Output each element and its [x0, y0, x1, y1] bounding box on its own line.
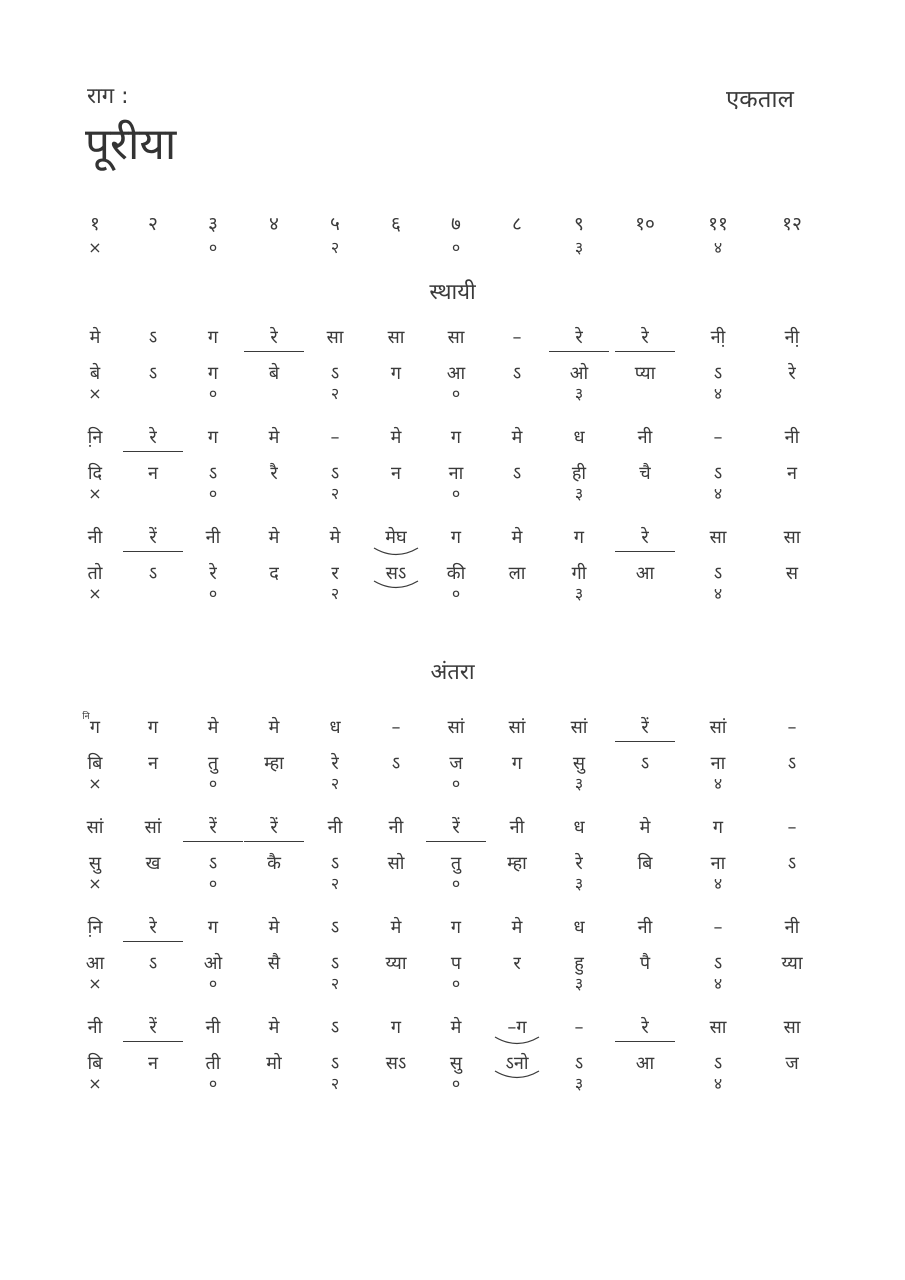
bol-syllable: ओ — [203, 953, 223, 974]
swar-note: सा — [783, 1017, 801, 1038]
bol-syllable: की — [446, 563, 466, 584]
antara-title: अंतरा — [430, 660, 475, 685]
bol-syllable: कै — [267, 853, 281, 874]
swar-note: सा — [326, 327, 344, 348]
bol-syllable: रे — [331, 753, 339, 774]
taali-marker: ० — [451, 774, 461, 793]
bol-syllable: रे — [209, 563, 217, 584]
swar-note: नी — [509, 817, 525, 838]
taali-row — [0, 384, 905, 404]
beat-number: ९ — [574, 213, 584, 235]
swar-note: ऽ — [148, 327, 158, 348]
swar-note: – — [512, 327, 522, 348]
bol-syllable: ना — [710, 853, 726, 874]
bol-syllable: दि — [87, 463, 103, 484]
beat-number: ३ — [208, 213, 218, 235]
taali-marker: २ — [330, 384, 340, 403]
swar-row — [0, 326, 905, 350]
swar-note: रे — [615, 326, 675, 352]
taali-marker: २ — [330, 584, 340, 603]
bol-syllable: य्या — [781, 953, 803, 974]
bol-syllable: सऽ — [385, 1053, 407, 1074]
taali-marker: ४ — [713, 384, 723, 403]
swar-note: – — [787, 717, 797, 738]
bol-syllable: न — [148, 463, 158, 484]
bol-syllable: ऽ — [208, 853, 218, 874]
swar-note: नी — [637, 917, 653, 938]
taali-row — [0, 584, 905, 604]
bol-syllable: ऽ — [208, 463, 218, 484]
bol-syllable: ऽ — [713, 953, 723, 974]
raag-name: पूरीया — [85, 119, 177, 170]
swar-note: ग — [207, 327, 219, 348]
beat-marker-row — [0, 238, 905, 262]
bol-row — [0, 752, 905, 776]
taali-marker: ० — [451, 974, 461, 993]
taali-marker: २ — [330, 974, 340, 993]
taali-marker: २ — [330, 774, 340, 793]
swar-row — [0, 526, 905, 550]
taali-marker: × — [88, 974, 102, 993]
taali-row — [0, 874, 905, 894]
beat-number: २ — [148, 213, 158, 235]
swar-note: मे — [207, 717, 219, 738]
beat-number: ४ — [269, 213, 279, 235]
beat-number: १० — [635, 213, 655, 235]
beat-number: ८ — [512, 213, 522, 235]
raag-label: राग : — [87, 84, 129, 109]
taali-marker: ३ — [574, 384, 584, 403]
bol-syllable: मो — [266, 1053, 282, 1074]
beat-number: ७ — [451, 213, 461, 235]
swar-note: सां — [508, 717, 526, 738]
swar-note: ग — [390, 1017, 402, 1038]
taali-marker: २ — [330, 238, 340, 257]
swar-note: नि़ — [87, 427, 103, 448]
swar-note: सा — [447, 327, 465, 348]
taali-marker: ३ — [574, 238, 584, 257]
bol-syllable: ऽ — [512, 463, 522, 484]
bol-syllable: चै — [639, 463, 651, 484]
bol-syllable: ओ — [569, 363, 589, 384]
swar-note: ग — [573, 527, 585, 548]
swar-note: नी — [87, 1017, 103, 1038]
bol-syllable: बे — [268, 363, 280, 384]
taali-marker: × — [88, 774, 102, 793]
taali-marker: ० — [208, 1074, 218, 1093]
taali-marker: ० — [208, 484, 218, 503]
bol-syllable: म्हा — [264, 753, 284, 774]
taali-marker: ४ — [713, 584, 723, 603]
taali-marker: ० — [451, 1074, 461, 1093]
bol-syllable: ला — [508, 563, 526, 584]
bol-syllable: ऽ — [148, 563, 158, 584]
bol-syllable: तो — [87, 563, 103, 584]
swar-note: नी — [205, 527, 221, 548]
bol-syllable: ना — [448, 463, 464, 484]
bol-syllable: बि — [637, 853, 653, 874]
bol-syllable: हु — [574, 953, 584, 974]
taali-marker: ० — [208, 774, 218, 793]
bol-syllable: बे — [89, 363, 101, 384]
bol-syllable: आ — [635, 563, 655, 584]
swar-note: नी — [327, 817, 343, 838]
bol-syllable: रै — [270, 463, 278, 484]
beat-number: १ — [90, 213, 100, 235]
bol-row — [0, 852, 905, 876]
swar-note: नी — [205, 1017, 221, 1038]
swar-note: मे — [390, 917, 402, 938]
meend-slur-mark — [492, 1034, 542, 1048]
bol-syllable: सु — [88, 853, 102, 874]
swar-note: ग — [89, 717, 101, 738]
bol-syllable: ज — [449, 753, 463, 774]
swar-note: रें — [183, 816, 243, 842]
swar-note: मे — [390, 427, 402, 448]
swar-note: मे — [268, 717, 280, 738]
taali-marker: ० — [451, 238, 461, 257]
bol-syllable: ऽ — [330, 463, 340, 484]
bol-syllable: तु — [207, 753, 219, 774]
bol-syllable: आ — [446, 363, 466, 384]
taali-row — [0, 774, 905, 794]
swar-note: रे — [615, 526, 675, 552]
taali-marker: ० — [208, 384, 218, 403]
bol-syllable: प — [450, 953, 462, 974]
swar-row — [0, 426, 905, 450]
swar-note: ध — [573, 917, 585, 938]
swar-note: ग — [450, 917, 462, 938]
swar-note: ध — [329, 717, 341, 738]
swar-note: मे — [268, 527, 280, 548]
taali-marker: ४ — [713, 774, 723, 793]
swar-note: नी़ — [784, 327, 800, 348]
swar-note: मे — [511, 527, 523, 548]
meend-slur-mark — [371, 545, 421, 559]
bol-row — [0, 952, 905, 976]
bol-syllable: ऽ — [713, 463, 723, 484]
bol-syllable: आ — [85, 953, 105, 974]
swar-note: ध — [573, 817, 585, 838]
bol-syllable: म्हा — [507, 853, 527, 874]
bol-syllable: द — [269, 563, 279, 584]
taali-marker: ० — [208, 874, 218, 893]
swar-note: नी — [784, 917, 800, 938]
bol-syllable: गी — [571, 563, 587, 584]
swar-note: नि़ — [87, 917, 103, 938]
swar-note: मे — [89, 327, 101, 348]
swar-row — [0, 716, 905, 740]
swar-note: ऽ — [330, 1017, 340, 1038]
taali-marker: × — [88, 1074, 102, 1093]
bol-syllable: न — [148, 1053, 158, 1074]
taali-marker: ३ — [574, 484, 584, 503]
beat-number-row — [0, 212, 905, 236]
swar-row — [0, 816, 905, 840]
swar-note: मे — [268, 427, 280, 448]
swar-note: ऽ — [330, 917, 340, 938]
taali-marker: २ — [330, 1074, 340, 1093]
taali-marker: ४ — [713, 874, 723, 893]
swar-note: रे — [123, 426, 183, 452]
bol-syllable: रे — [575, 853, 583, 874]
bol-syllable: ऽ — [787, 753, 797, 774]
bol-syllable: ऽ — [330, 953, 340, 974]
swar-note: रे — [244, 326, 304, 352]
bol-syllable: ती — [205, 1053, 221, 1074]
taali-marker: ० — [208, 974, 218, 993]
bol-syllable: बि — [87, 753, 103, 774]
bol-syllable: रे — [788, 363, 796, 384]
swar-note: मे — [639, 817, 651, 838]
bol-syllable: र — [513, 953, 521, 974]
swar-note: – — [787, 817, 797, 838]
swar-note: मे — [268, 917, 280, 938]
bol-syllable: न — [787, 463, 797, 484]
taali-marker: ० — [208, 584, 218, 603]
bol-syllable: र — [331, 563, 339, 584]
swar-note: – — [574, 1017, 584, 1038]
taali-row — [0, 1074, 905, 1094]
bol-syllable: ग — [390, 363, 402, 384]
swar-note: ध — [573, 427, 585, 448]
bol-syllable: ख — [145, 853, 161, 874]
bol-syllable: ग — [511, 753, 523, 774]
bol-syllable: सऽ — [385, 563, 407, 584]
taali-marker: × — [88, 238, 102, 257]
swar-note: मे — [268, 1017, 280, 1038]
bol-syllable: ऽ — [787, 853, 797, 874]
bol-row — [0, 1052, 905, 1076]
beat-number: ६ — [391, 213, 401, 235]
meend-slur-mark — [371, 578, 421, 592]
swar-note: रें — [123, 1016, 183, 1042]
swar-note: रें — [426, 816, 486, 842]
swar-note: ग — [450, 527, 462, 548]
beat-number: ११ — [708, 213, 728, 235]
swar-note: नी — [388, 817, 404, 838]
swar-note: रे — [549, 326, 609, 352]
swar-note: ग — [147, 717, 159, 738]
bol-syllable: ऽनो — [505, 1053, 529, 1074]
taali-marker: ४ — [713, 484, 723, 503]
taali-marker: २ — [330, 874, 340, 893]
bol-row — [0, 462, 905, 486]
bol-syllable: न — [148, 753, 158, 774]
swar-note: रें — [123, 526, 183, 552]
bol-syllable: ऽ — [713, 1053, 723, 1074]
swar-note: ग — [712, 817, 724, 838]
swar-note: सां — [144, 817, 162, 838]
bol-row — [0, 362, 905, 386]
swar-note: नी — [637, 427, 653, 448]
taali-marker: × — [88, 484, 102, 503]
taali-marker: ३ — [574, 874, 584, 893]
swar-note: सां — [447, 717, 465, 738]
taali-marker: ३ — [574, 774, 584, 793]
taal-name: एकताल — [726, 85, 794, 113]
bol-syllable: ऽ — [330, 853, 340, 874]
bol-syllable: बि — [87, 1053, 103, 1074]
taali-marker: ४ — [713, 974, 723, 993]
taali-marker: ३ — [574, 1074, 584, 1093]
bol-syllable: ना — [710, 753, 726, 774]
bol-syllable: ज — [785, 1053, 799, 1074]
bol-syllable: ऽ — [330, 363, 340, 384]
taali-marker: × — [88, 584, 102, 603]
bol-syllable: सै — [267, 953, 281, 974]
taali-marker: × — [88, 384, 102, 403]
taali-marker: ४ — [713, 238, 723, 257]
swar-note: रें — [244, 816, 304, 842]
swar-row — [0, 1016, 905, 1040]
bol-syllable: तु — [450, 853, 462, 874]
swar-note: सां — [86, 817, 104, 838]
bol-syllable: ऽ — [574, 1053, 584, 1074]
swar-note: मे — [511, 917, 523, 938]
swar-note: ग — [207, 917, 219, 938]
swar-note: –ग — [507, 1017, 527, 1038]
swar-note: सां — [570, 717, 588, 738]
taali-marker: ३ — [574, 974, 584, 993]
taali-marker: २ — [330, 484, 340, 503]
bol-syllable: न — [391, 463, 401, 484]
taali-marker: ३ — [574, 584, 584, 603]
beat-number: ५ — [330, 213, 340, 235]
swar-note: सा — [709, 1017, 727, 1038]
swar-note: मेघ — [385, 527, 407, 548]
swar-note: रे — [615, 1016, 675, 1042]
bol-syllable: प्या — [634, 363, 656, 384]
swar-note: सां — [709, 717, 727, 738]
swar-note: – — [713, 427, 723, 448]
bol-syllable: ऽ — [713, 563, 723, 584]
grace-note: नि — [82, 712, 90, 722]
bol-syllable: ऽ — [640, 753, 650, 774]
bol-syllable: सु — [449, 1053, 463, 1074]
taali-marker: ० — [208, 238, 218, 257]
bol-syllable: ऽ — [391, 753, 401, 774]
swar-row — [0, 916, 905, 940]
swar-note: रे — [123, 916, 183, 942]
bol-syllable: ग — [207, 363, 219, 384]
meend-slur-mark — [492, 1068, 542, 1082]
bol-syllable: ऽ — [148, 363, 158, 384]
swar-note: नी़ — [710, 327, 726, 348]
bol-syllable: ही — [571, 463, 587, 484]
bol-syllable: ऽ — [330, 1053, 340, 1074]
bol-syllable: ऽ — [512, 363, 522, 384]
bol-syllable: आ — [635, 1053, 655, 1074]
taali-row — [0, 484, 905, 504]
swar-note: नी — [784, 427, 800, 448]
bol-row — [0, 562, 905, 586]
swar-note: – — [391, 717, 401, 738]
swar-note: मे — [511, 427, 523, 448]
swar-note: – — [713, 917, 723, 938]
bol-syllable: सो — [387, 853, 405, 874]
bol-syllable: पै — [639, 953, 651, 974]
sthayi-title: स्थायी — [429, 280, 476, 305]
beat-number: १२ — [782, 213, 802, 235]
swar-note: सा — [387, 327, 405, 348]
taali-marker: × — [88, 874, 102, 893]
swar-note: सा — [709, 527, 727, 548]
taali-marker: ० — [451, 484, 461, 503]
swar-note: मे — [329, 527, 341, 548]
taali-row — [0, 974, 905, 994]
taali-marker: ४ — [713, 1074, 723, 1093]
taali-marker: ० — [451, 874, 461, 893]
bol-syllable: सु — [572, 753, 586, 774]
swar-note: रें — [615, 716, 675, 742]
bol-syllable: स — [785, 563, 799, 584]
swar-note: नी — [87, 527, 103, 548]
bol-syllable: य्या — [385, 953, 407, 974]
taali-marker: ० — [451, 384, 461, 403]
bol-syllable: ऽ — [148, 953, 158, 974]
swar-note: ग — [450, 427, 462, 448]
swar-note: – — [330, 427, 340, 448]
swar-note: सा — [783, 527, 801, 548]
swar-note: मे — [450, 1017, 462, 1038]
swar-note: ग — [207, 427, 219, 448]
bol-syllable: ऽ — [713, 363, 723, 384]
taali-marker: ० — [451, 584, 461, 603]
